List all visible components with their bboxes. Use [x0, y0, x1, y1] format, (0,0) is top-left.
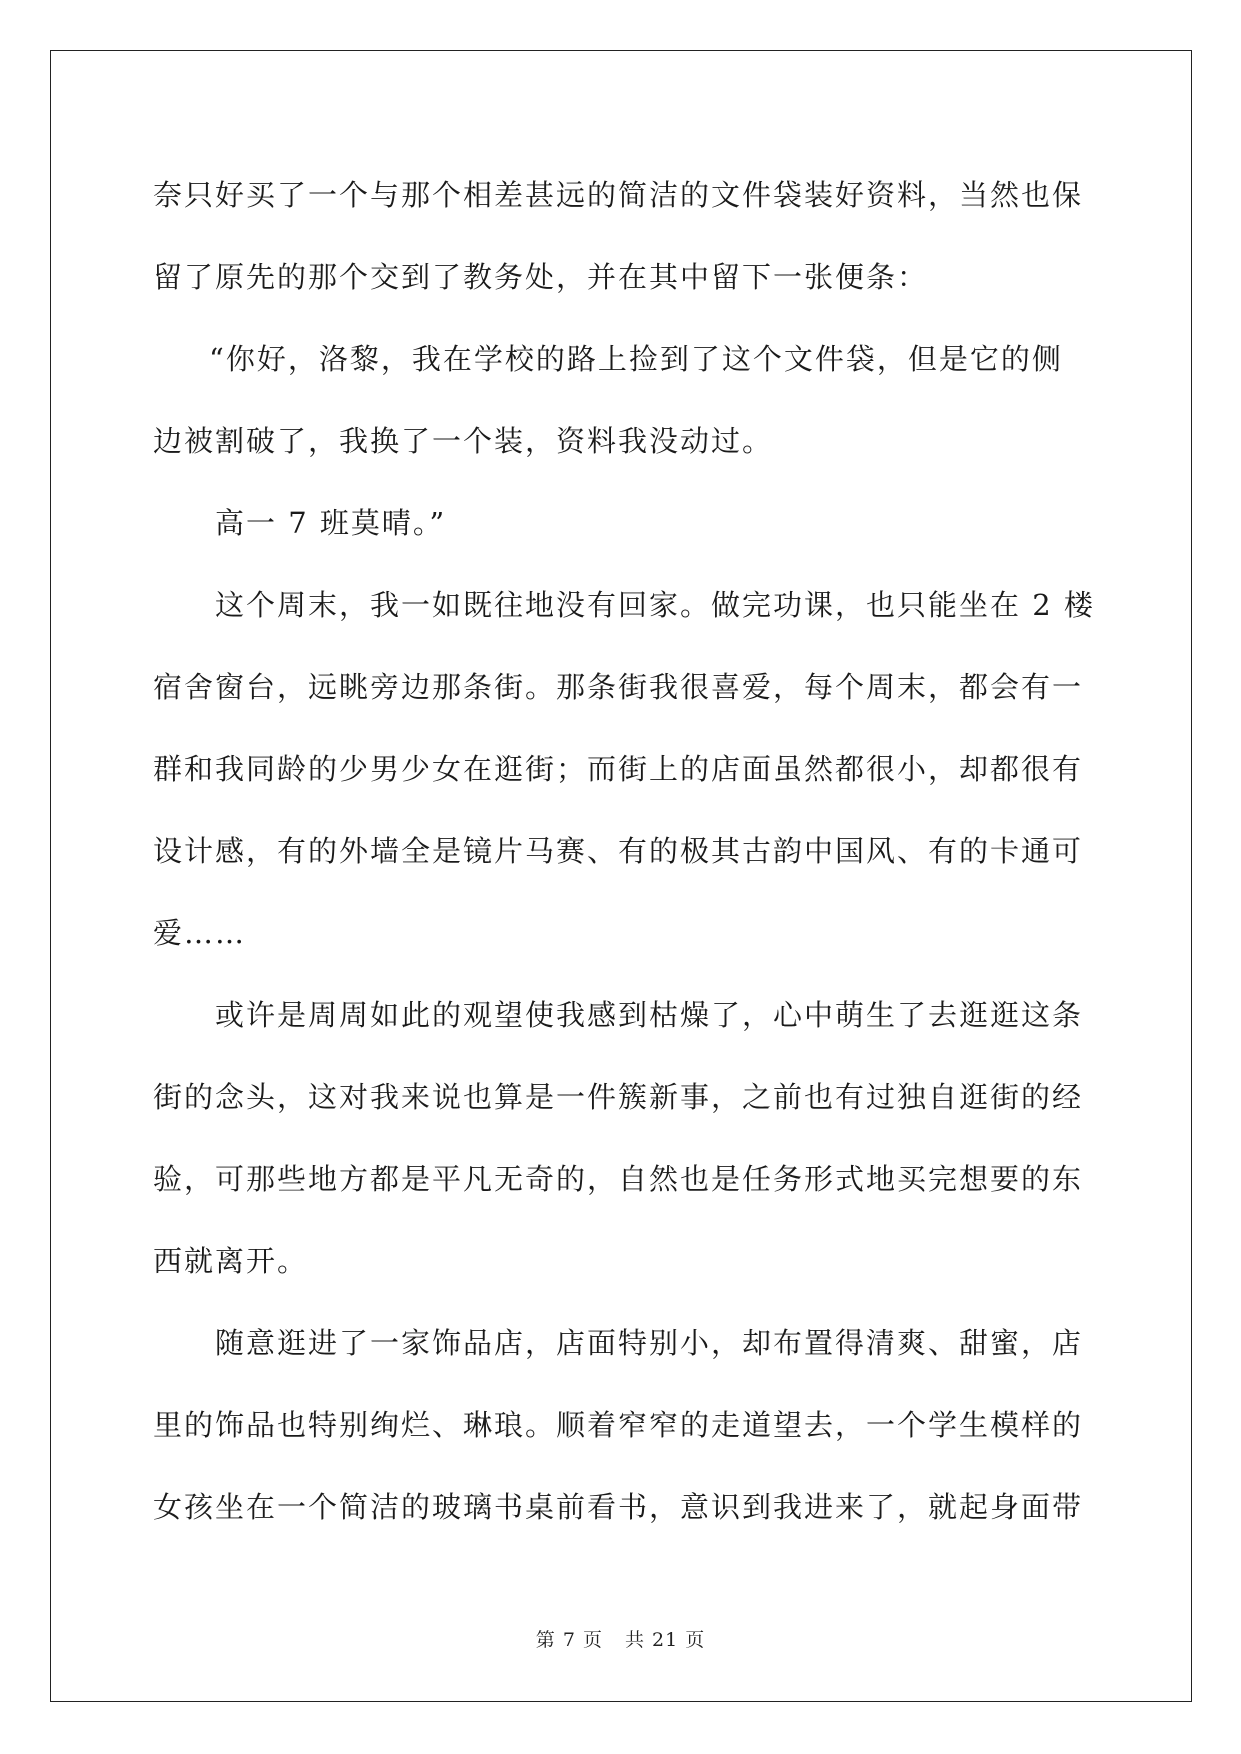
text-line: 随意逛进了一家饰品店，店面特别小，却布置得清爽、甜蜜，店 — [215, 1326, 1084, 1360]
text-line: 奈只好买了一个与那个相差甚远的简洁的文件袋装好资料，当然也保 — [153, 178, 1084, 212]
page-footer — [0, 1628, 1241, 1652]
text-line: 群和我同龄的少男少女在逛街；而街上的店面虽然都很小，却都很有 — [153, 752, 1084, 786]
text-line: 边被割破了，我换了一个装，资料我没动过。 — [153, 424, 774, 458]
text-line: 这个周末，我一如既往地没有回家。做完功课，也只能坐在 2 楼 — [215, 588, 1095, 622]
text-line: 爱…… — [153, 916, 247, 950]
text-line: 里的饰品也特别绚烂、琳琅。顺着窄窄的走道望去，一个学生模样的 — [153, 1408, 1084, 1442]
text-line: 留了原先的那个交到了教务处，并在其中留下一张便条： — [153, 260, 929, 294]
text-line: 西就离开。 — [153, 1244, 309, 1278]
text-line: 或许是周周如此的观望使我感到枯燥了，心中萌生了去逛逛这条 — [215, 998, 1084, 1032]
page-total: 共 21 页 — [624, 1629, 706, 1651]
text-line: 设计感，有的外墙全是镜片马赛、有的极其古韵中国风、有的卡通可 — [153, 834, 1084, 868]
text-line: 街的念头，这对我来说也算是一件簇新事，之前也有过独自逛街的经 — [153, 1080, 1084, 1114]
text-line: 宿舍窗台，远眺旁边那条街。那条街我很喜爱，每个周末，都会有一 — [153, 670, 1084, 704]
text-line: 验，可那些地方都是平凡无奇的，自然也是任务形式地买完想要的东 — [153, 1162, 1084, 1196]
document-body — [153, 154, 1093, 1548]
page-number: 第 7 页 — [535, 1629, 603, 1651]
text-line: 高一 7 班莫晴。” — [215, 506, 447, 540]
text-line: 女孩坐在一个简洁的玻璃书桌前看书，意识到我进来了，就起身面带 — [153, 1490, 1084, 1524]
text-line: “你好，洛黎，我在学校的路上捡到了这个文件袋，但是它的侧 — [209, 342, 1063, 376]
